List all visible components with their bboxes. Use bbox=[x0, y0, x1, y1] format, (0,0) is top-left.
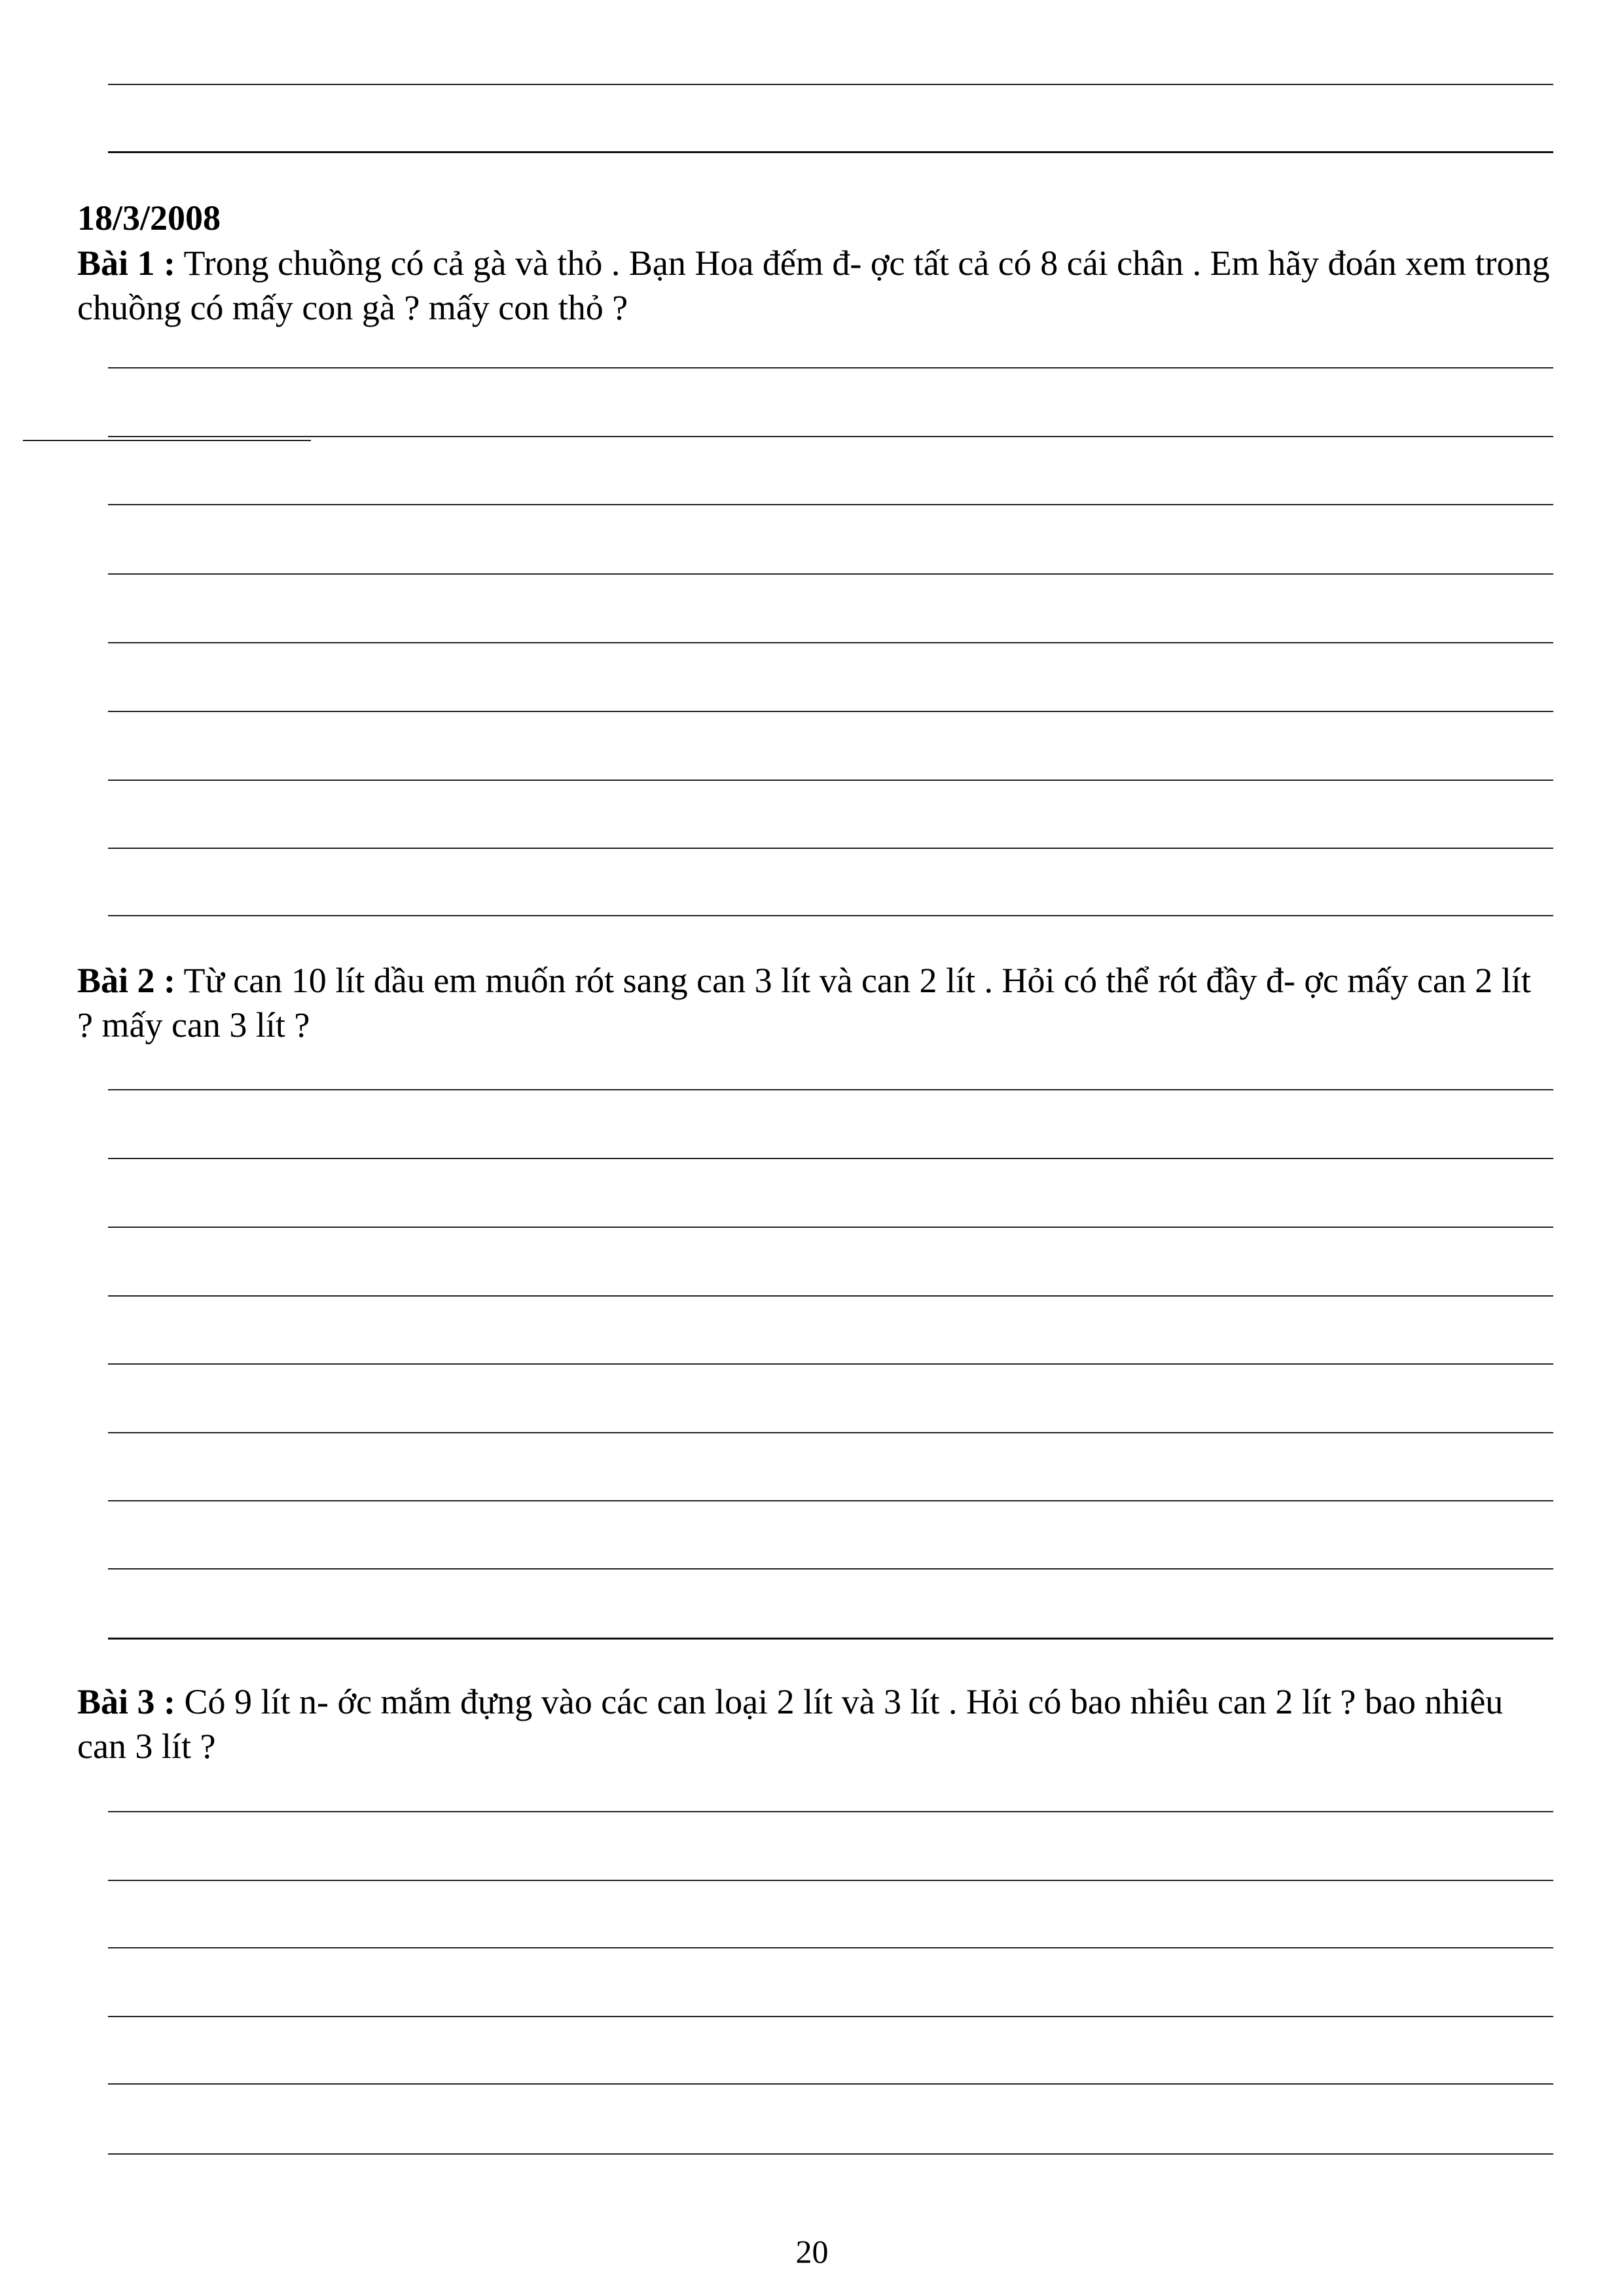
answer-line bbox=[108, 1432, 1553, 1433]
answer-line bbox=[108, 1638, 1553, 1640]
answer-line bbox=[108, 573, 1553, 575]
problem-2-text: Từ can 10 lít dầu em muốn rót sang can 3 lít và can 2 lít . Hỏi có thể rót đầy đ- ợc mấy can 2 lít ? mấy can 3 lít ? bbox=[77, 961, 1531, 1045]
date-heading: 18/3/2008 bbox=[77, 198, 221, 238]
answer-line bbox=[108, 1500, 1553, 1501]
page-number: 20 bbox=[795, 2233, 829, 2270]
answer-line bbox=[108, 84, 1553, 85]
answer-line bbox=[108, 1947, 1553, 1948]
answer-line bbox=[108, 642, 1553, 643]
answer-line bbox=[108, 2153, 1553, 2155]
problem-3-label: Bài 3 : bbox=[77, 1682, 176, 1721]
problem-3 bbox=[77, 1679, 1550, 1768]
answer-line bbox=[108, 780, 1553, 781]
answer-line bbox=[108, 711, 1553, 712]
answer-line bbox=[108, 1227, 1553, 1228]
answer-line bbox=[108, 367, 1553, 368]
problem-2 bbox=[77, 958, 1550, 1047]
answer-line bbox=[108, 504, 1553, 505]
problem-3-text: Có 9 lít n- ớc mắm đựng vào các can loại 2 lít và 3 lít . Hỏi có bao nhiêu can 2 lít ? bao nhiêu can 3 lít ? bbox=[77, 1682, 1504, 1766]
problem-2-label: Bài 2 : bbox=[77, 961, 176, 1000]
answer-line bbox=[108, 915, 1553, 916]
problem-1-label: Bài 1 : bbox=[77, 243, 176, 283]
answer-line bbox=[108, 151, 1553, 153]
answer-line bbox=[108, 1363, 1553, 1365]
answer-line bbox=[108, 1880, 1553, 1881]
answer-line bbox=[108, 1089, 1553, 1090]
problem-1-text: Trong chuồng có cả gà và thỏ . Bạn Hoa đếm đ- ợc tất cả có 8 cái chân . Em hãy đoán xem trong chuồng có mấy con gà ? mấy con thỏ ? bbox=[77, 243, 1550, 327]
answer-line bbox=[108, 1568, 1553, 1570]
margin-stub-line bbox=[23, 440, 311, 441]
answer-line bbox=[108, 436, 1553, 437]
answer-line bbox=[108, 1158, 1553, 1159]
answer-line bbox=[108, 2016, 1553, 2017]
answer-line bbox=[108, 1811, 1553, 1812]
answer-line bbox=[108, 848, 1553, 849]
problem-1 bbox=[77, 241, 1550, 330]
answer-line bbox=[108, 2083, 1553, 2085]
answer-line bbox=[108, 1295, 1553, 1297]
